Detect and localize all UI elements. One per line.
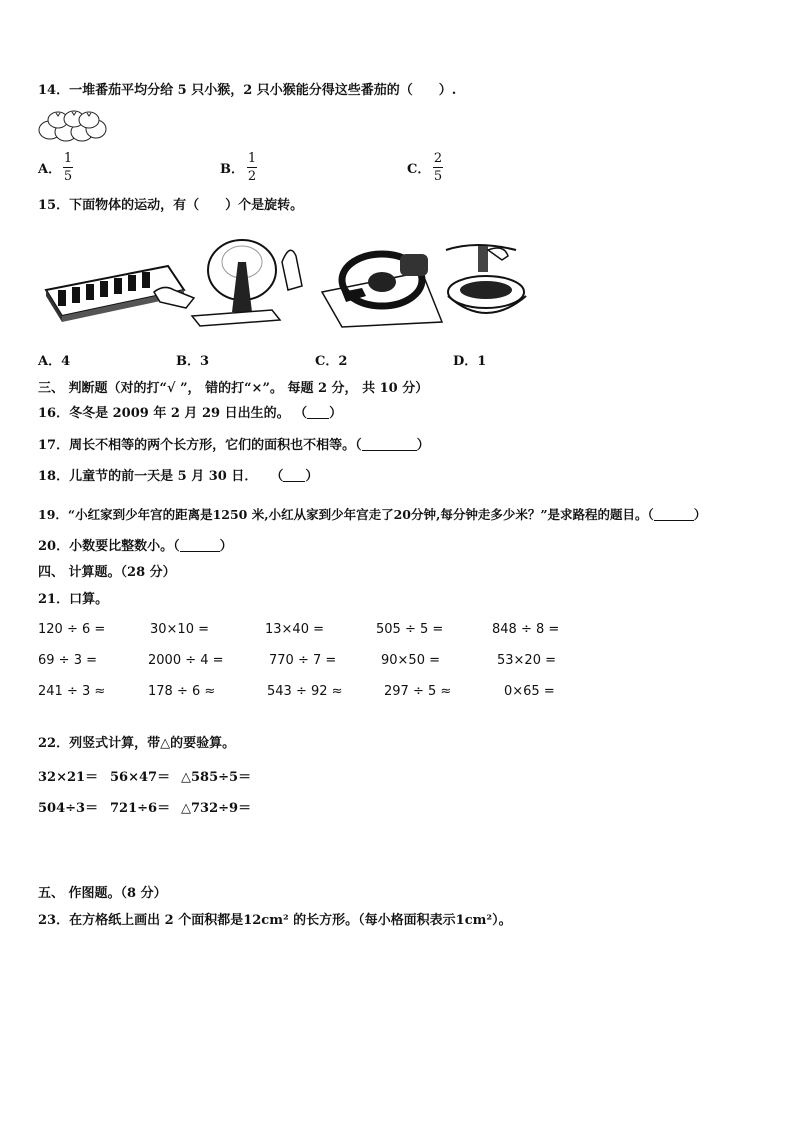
fraction-bar	[247, 167, 257, 168]
calc-item: 505 ÷ 5 =	[376, 622, 444, 637]
q16-close: ）	[329, 406, 343, 421]
answer-blank[interactable]	[307, 406, 329, 419]
vertical-calc-item: 721÷6＝	[110, 801, 171, 816]
vertical-calc-item: △585÷5＝	[181, 770, 252, 785]
answer-blank[interactable]	[283, 469, 305, 482]
calc-item: 13×40 =	[265, 622, 325, 637]
q16-text: 16．冬冬是 2009 年 2 月 29 日出生的。 （	[38, 406, 308, 421]
answer-blank[interactable]	[180, 539, 220, 552]
calc-item: 30×10 =	[150, 622, 210, 637]
q20-text: 20．小数要比整数小。（	[38, 539, 180, 554]
q18-close: ）	[305, 469, 319, 484]
calc-item: 120 ÷ 6 =	[38, 622, 106, 637]
q17-text: 17．周长不相等的两个长方形，它们的面积也不相等。（	[38, 438, 362, 453]
q17-close: ）	[416, 438, 430, 453]
q14-option-a-fraction	[63, 151, 73, 184]
q21-stem: 21．口算。	[38, 592, 109, 607]
fraction-denominator: 5	[433, 169, 443, 184]
q15-option-a: A．4	[38, 354, 71, 369]
q14-option-a-label: A．	[38, 162, 62, 177]
calc-item: 543 ÷ 92 ≈	[267, 684, 343, 699]
calc-item: 770 ÷ 7 =	[269, 653, 337, 668]
fraction-numerator: 1	[247, 151, 257, 166]
q19-text: 19．“小红家到少年宫的距离是1250 米,小红从家到少年宫走了20分钟,每分钟走多少米？”是求路程的题目。（	[38, 507, 654, 522]
calc-item: 0×65 =	[504, 684, 555, 699]
q15-option-b: B．3	[176, 354, 210, 369]
q15-option-c: C．2	[315, 354, 348, 369]
fraction-denominator: 2	[247, 169, 257, 184]
calc-item: 90×50 =	[381, 653, 441, 668]
calc-item: 53×20 =	[497, 653, 557, 668]
q23-stem: 23．在方格纸上画出 2 个面积都是12cm² 的长方形。（每小格面积表示1cm²）。	[38, 913, 512, 928]
q15-option-d: D．1	[453, 354, 487, 369]
calc-item: 297 ÷ 5 ≈	[384, 684, 452, 699]
q20-close: ）	[219, 539, 233, 554]
q19-close: ）	[693, 507, 707, 522]
abacus-image	[46, 266, 194, 322]
q17	[38, 437, 430, 455]
vertical-calc-item: 56×47＝	[110, 770, 171, 785]
vertical-calc-item: 32×21＝	[38, 770, 99, 785]
fraction-denominator: 5	[63, 169, 73, 184]
vertical-calc-item: △732÷9＝	[181, 801, 252, 816]
q14-option-b-label: B．	[220, 162, 244, 177]
fraction-numerator: 1	[63, 151, 73, 166]
answer-blank[interactable]	[362, 438, 417, 451]
calc-item: 69 ÷ 3 =	[38, 653, 97, 668]
glass-globe-image	[192, 240, 302, 326]
q18-text: 18．儿童节的前一天是 5 月 30 日． （	[38, 469, 284, 484]
q19	[38, 506, 706, 524]
faucet-sink-image	[446, 245, 526, 313]
q14-option-b-fraction	[247, 151, 257, 184]
section5-title: 五、 作图题。（8 分）	[38, 886, 167, 901]
q14-stem: 14．一堆番茄平均分给 5 只小猴，2 只小猴能分得这些番茄的（ ）.	[38, 83, 457, 98]
fraction-numerator: 2	[433, 151, 443, 166]
q14-option-c-label: C．	[407, 162, 431, 177]
q20	[38, 538, 233, 556]
tomato-pile-image	[36, 108, 108, 144]
q16	[38, 405, 342, 423]
vertical-calc-item: 504÷3＝	[38, 801, 99, 816]
fraction-bar	[63, 167, 73, 168]
section4-title: 四、 计算题。（28 分）	[38, 565, 176, 580]
calc-item: 178 ÷ 6 ≈	[148, 684, 216, 699]
q22-stem: 22．列竖式计算，带△的要验算。	[38, 736, 236, 751]
motion-pictures-image	[42, 232, 527, 332]
calc-item: 241 ÷ 3 ≈	[38, 684, 106, 699]
steering-wheel-image	[322, 254, 442, 327]
calc-item: 848 ÷ 8 =	[492, 622, 560, 637]
q14-option-c-fraction	[433, 151, 443, 184]
answer-blank[interactable]	[654, 508, 694, 521]
q15-stem: 15．下面物体的运动，有（ ）个是旋转。	[38, 198, 304, 213]
section3-title: 三、 判断题（对的打“√ ”， 错的打“×”。 每题 2 分， 共 10 分）	[38, 381, 429, 396]
q18	[38, 468, 318, 486]
fraction-bar	[433, 167, 443, 168]
calc-item: 2000 ÷ 4 =	[148, 653, 224, 668]
